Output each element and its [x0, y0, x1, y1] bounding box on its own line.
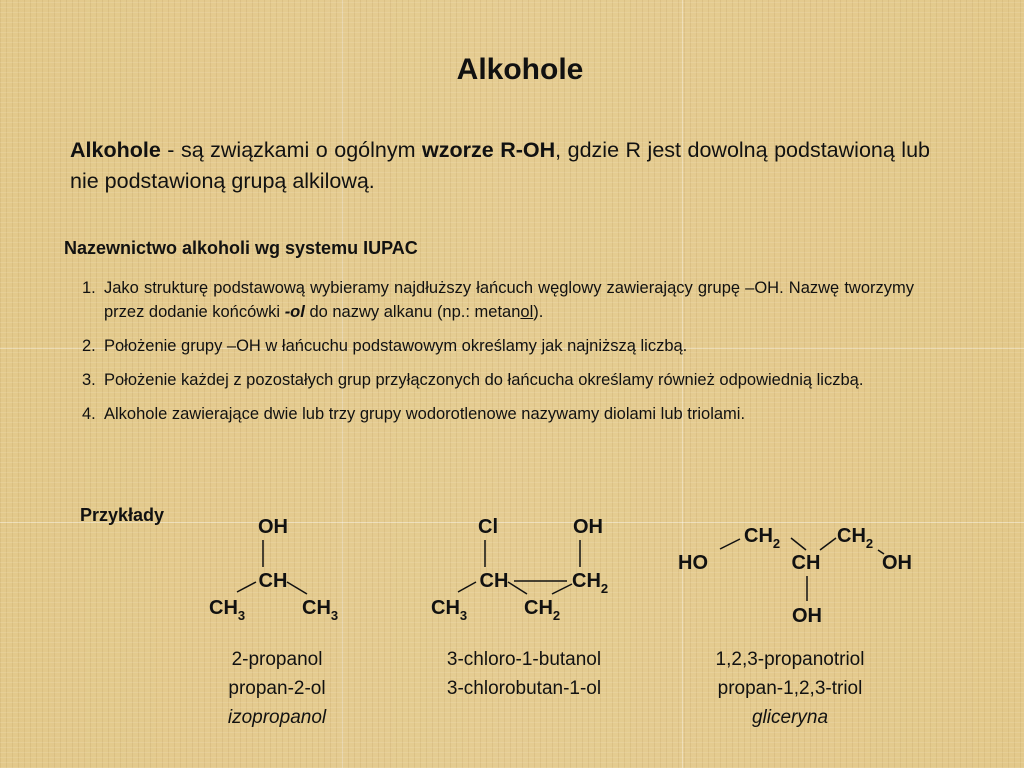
atom-ch: CH	[791, 552, 821, 574]
bond	[508, 582, 527, 594]
atom-ch3: $CH_3$	[431, 597, 468, 623]
atom-cl: Cl	[478, 516, 498, 538]
example-names-glycerol	[640, 645, 940, 732]
examples-label: Przykłady	[80, 505, 165, 525]
atom-ch3-left: $CH_3$	[209, 597, 246, 623]
compound-name: propan-2-ol	[228, 678, 326, 699]
bond	[287, 582, 307, 594]
example-names-3-chloro-1-butanol	[374, 645, 674, 703]
atom-oh-right: OH	[882, 552, 912, 574]
ol-ending: -ol	[284, 303, 305, 321]
rule-number: 1.	[82, 279, 96, 297]
atom-ch2-left: $CH_2$	[744, 525, 781, 551]
atom-oh: OH	[258, 516, 288, 538]
bond	[820, 538, 836, 550]
formula-2-propanol	[209, 516, 338, 623]
atom-ch2-top: $CH_2$	[572, 570, 609, 596]
atom-ch3-right: $CH_3$	[302, 597, 339, 623]
bond	[791, 538, 806, 550]
compound-name: propan-1,2,3-triol	[717, 678, 863, 699]
bond	[720, 539, 740, 549]
slide-title: Alkohole	[456, 53, 584, 86]
compound-name: 2-propanol	[231, 649, 323, 670]
definition-term: Alkohole	[70, 138, 161, 162]
compound-common-name: izopropanol	[227, 707, 327, 728]
rule-text: Położenie każdej z pozostałych grup przyłączonych do łańcucha określamy również odpowiednią liczbą.	[104, 371, 864, 389]
methanol-suffix: ol	[520, 303, 534, 321]
atom-ch2-bottom: $CH_2$	[524, 597, 561, 623]
rule-number: 4.	[82, 405, 96, 423]
rule-text-part: ).	[533, 303, 544, 321]
compound-name: 3-chlorobutan-1-ol	[446, 678, 602, 699]
formula-glycerol	[678, 525, 912, 627]
rule-text: Położenie grupy –OH w łańcuchu podstawowym określamy jak najniższą liczbą.	[104, 337, 688, 355]
atom-ch: CH	[258, 570, 288, 592]
rule-number: 2.	[82, 337, 96, 355]
bond	[237, 582, 256, 592]
formula-3-chloro-1-butanol	[431, 516, 608, 623]
compound-name: 1,2,3-propanotriol	[715, 649, 865, 670]
atom-ch2-right: $CH_2$	[837, 525, 874, 551]
definition-formula: wzorze R-OH	[422, 138, 556, 162]
compound-name: 3-chloro-1-butanol	[446, 649, 602, 670]
atom-oh: OH	[573, 516, 603, 538]
definition-text-2: , gdzie R jest dowolną podstawioną lub nie podstawioną grupą alkilową.	[70, 138, 930, 193]
bond	[458, 582, 476, 592]
atom-ch: CH	[479, 570, 509, 592]
rule-text: Alkohole zawierające dwie lub trzy grupy wodorotlenowe nazywamy diolami lub triolami.	[104, 405, 746, 423]
bond	[552, 584, 572, 594]
atom-oh-bottom: OH	[792, 605, 822, 627]
definition-text-1: - są związkami o ogólnym	[160, 138, 423, 162]
naming-heading: Nazewnictwo alkoholi wg systemu IUPAC	[64, 238, 418, 258]
compound-common-name: gliceryna	[751, 707, 829, 728]
rule-number: 3.	[82, 371, 96, 389]
rule-text-part: do nazwy alkanu (np.: metan	[304, 303, 521, 321]
atom-ho: HO	[678, 552, 708, 574]
rule-text-part: Jako strukturę podstawową wybieramy najdłuższy łańcuch węglowy zawierający grupę –OH. Nazwę tworzymy przez dodanie końcówki	[104, 279, 914, 321]
